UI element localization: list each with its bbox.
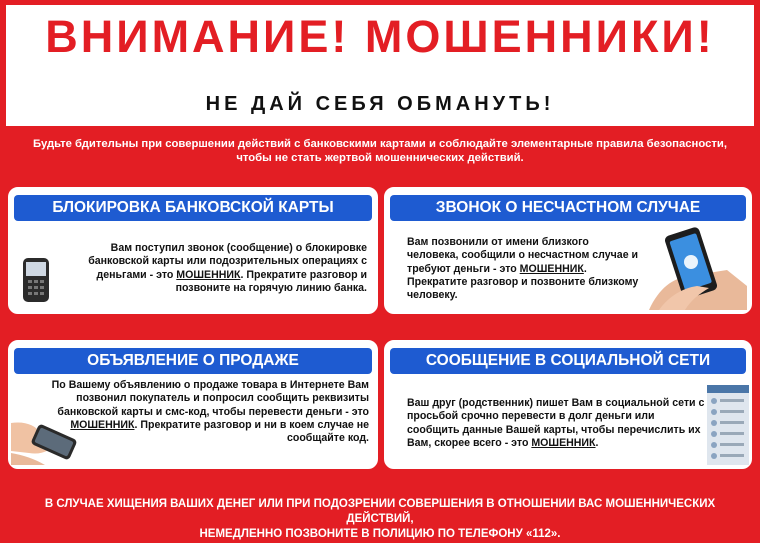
card-text-part: Ваш друг (родственник) пишет Вам в социальной сети с просьбой срочно перевести в долг деньги или сообщить данные Вашей карты, чтобы перечислить их Вам, скорее всего - это bbox=[407, 397, 705, 449]
social-network-screen-icon bbox=[707, 385, 749, 465]
card-text-part: . Прекратите разговор и ни в коем случае не сообщайте код. bbox=[134, 418, 369, 445]
card-text-part: Вам позвонили от имени близкого человека, сообщили о несчастном случае и требуют деньги - это bbox=[407, 236, 639, 275]
card-social-message bbox=[384, 340, 752, 469]
card-text-part: Вам поступил звонок (сообщение) о блокировке банковской карты или подозрительных операциях с деньгами - это bbox=[88, 242, 367, 281]
fraudster-highlight: МОШЕННИК bbox=[70, 418, 135, 431]
main-title: ВНИМАНИЕ! МОШЕННИКИ! bbox=[45, 11, 715, 62]
card-title: ЗВОНОК О НЕСЧАСТНОМ СЛУЧАЕ bbox=[390, 195, 746, 221]
card-description bbox=[31, 379, 369, 445]
card-text-part: . Прекратите разговор и позвоните на горячую линию банка. bbox=[175, 268, 367, 294]
card-description bbox=[407, 397, 709, 450]
title-panel bbox=[6, 5, 754, 126]
card-accident-call bbox=[384, 187, 752, 314]
card-text-part: По Вашему объявлению о продаже товара в Интернете Вам позвонил покупатель и попросил сообщить реквизиты банковской карты и смс-код, чтобы перевести деньги - это bbox=[51, 379, 369, 418]
card-title: СООБЩЕНИЕ В СОЦИАЛЬНОЙ СЕТИ bbox=[390, 348, 746, 374]
card-text-part: . bbox=[595, 436, 599, 449]
card-text-part: . Прекратите разговор и позвоните близкому человеку. bbox=[407, 262, 639, 302]
fraudster-highlight: МОШЕННИК bbox=[176, 268, 241, 281]
card-card-blocking bbox=[8, 187, 378, 314]
subtitle: НЕ ДАЙ СЕБЯ ОБМАНУТЬ! bbox=[205, 93, 555, 115]
intro-line-2: чтобы не стать жертвой мошеннических действий. bbox=[236, 152, 524, 164]
footer-line-1: В СЛУЧАЕ ХИЩЕНИЯ ВАШИХ ДЕНЕГ ИЛИ ПРИ ПОДОЗРЕНИИ СОВЕРШЕНИЯ В ОТНОШЕНИИ ВАС МОШЕННИЧЕСКИХ ДЕЙСТВИЙ, bbox=[44, 498, 716, 525]
card-title: БЛОКИРОВКА БАНКОВСКОЙ КАРТЫ bbox=[14, 195, 372, 221]
intro-text bbox=[14, 137, 746, 165]
card-title: ОБЪЯВЛЕНИЕ О ПРОДАЖЕ bbox=[14, 348, 372, 374]
hand-holding-smartphone-icon bbox=[639, 226, 747, 310]
card-sale-advert bbox=[8, 340, 378, 469]
fraudster-highlight: МОШЕННИК bbox=[531, 436, 596, 449]
intro-line-1: Будьте бдительны при совершении действий с банковскими картами и соблюдайте элементарные правила безопасности, bbox=[33, 138, 727, 150]
card-description bbox=[407, 236, 639, 302]
fraudster-highlight: МОШЕННИК bbox=[519, 262, 584, 275]
police-call-footer bbox=[10, 497, 750, 542]
mobile-phone-icon bbox=[17, 256, 63, 306]
card-description bbox=[67, 242, 367, 295]
footer-line-2: НЕМЕДЛЕННО ПОЗВОНИТЕ В ПОЛИЦИЮ ПО ТЕЛЕФОНУ «112». bbox=[199, 528, 561, 540]
